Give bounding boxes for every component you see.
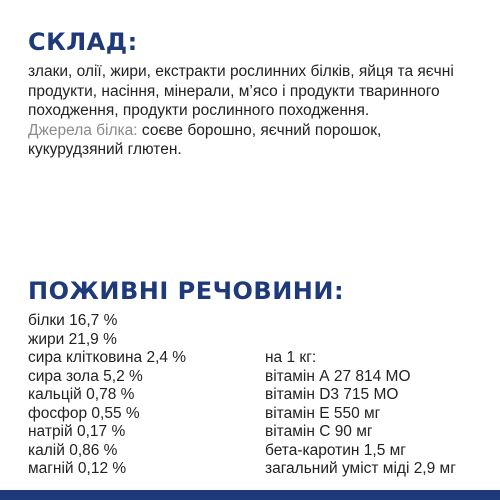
nutrient-item: сира клітковина 2,4 % [28, 349, 187, 366]
vitamin-item: бета-каротин 1,5 мг [265, 441, 406, 459]
vitamin-item: вітамін D3 715 МО [265, 386, 399, 403]
nutrient-item: калій 0,86 % [28, 441, 118, 459]
nutrient-item: магній 0,12 % [28, 460, 127, 477]
vitamin-item: вітамін А 27 814 МО [265, 367, 411, 385]
per-kg-label: на 1 кг: [265, 349, 317, 366]
nutrient-item: сира зола 5,2 % [28, 367, 143, 385]
vitamin-item: вітамін Е 550 мг [265, 404, 381, 422]
vitamin-item: вітамін С 90 мг [265, 423, 373, 440]
composition-section [28, 62, 478, 160]
protein-sources-text: соєве борошно, яєчний порошок, кукурудзяний глютен. [28, 121, 382, 158]
protein-sources [28, 121, 478, 160]
nutrients-heading: ПОЖИВНІ РЕЧОВИНИ: [28, 277, 345, 305]
bottom-accent-bar [0, 490, 500, 500]
protein-sources-label: Джерела білка: [28, 121, 138, 139]
nutrient-item: фосфор 0,55 % [28, 404, 140, 422]
nutrients-list-left [28, 312, 258, 479]
vitamin-item: загальний уміст міді 2,9 мг [265, 460, 456, 477]
nutrient-item: натрій 0,17 % [28, 423, 126, 440]
composition-heading: СКЛАД: [28, 28, 138, 56]
composition-text: злаки, олії, жири, екстракти рослинних білків, яйця та яєчні продукти, насіння, мінерали, м’ясо і продукти тваринного походження, продукти рослинного походження. [28, 63, 454, 119]
nutrient-item: білки 16,7 % [28, 312, 118, 329]
nutrient-item: кальцій 0,78 % [28, 386, 135, 403]
nutrients-list-right [265, 349, 495, 479]
nutrient-item: жири 21,9 % [28, 330, 117, 348]
